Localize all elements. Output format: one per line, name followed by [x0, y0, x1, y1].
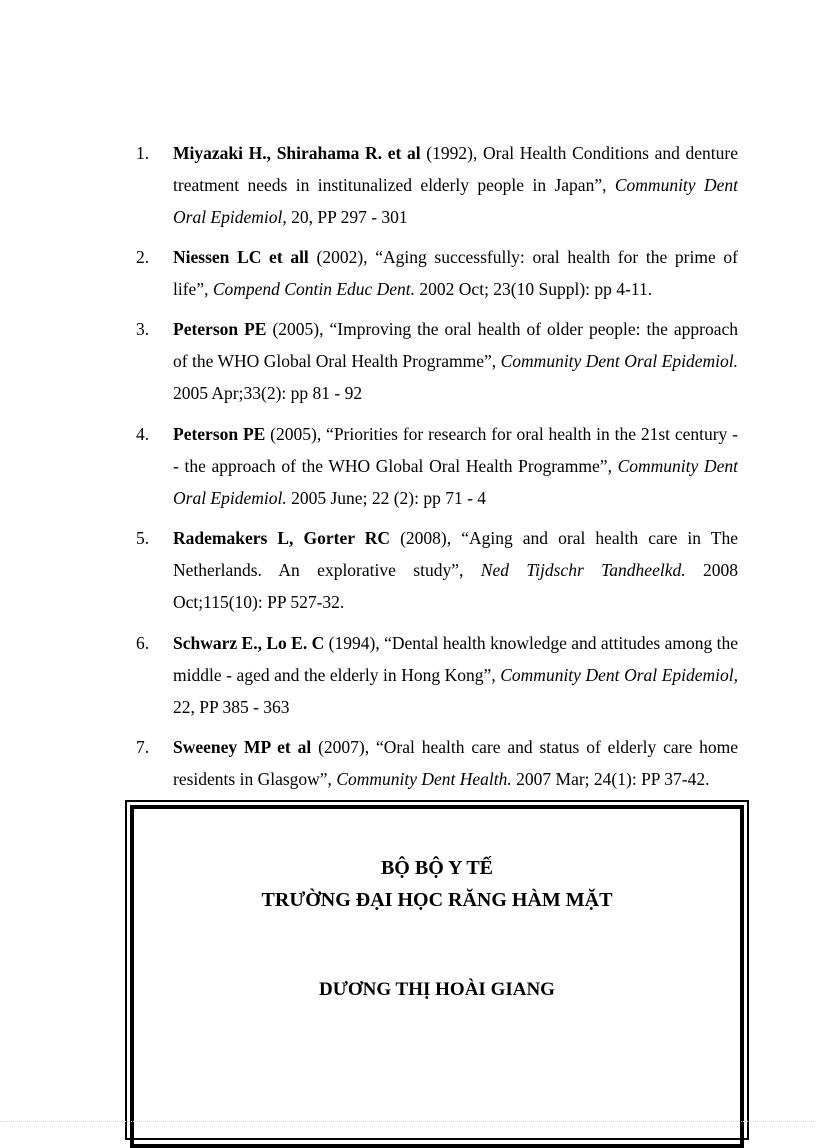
reference-item — [136, 137, 738, 241]
reference-text: (2002), “Aging successfully: oral health for the prime of life”, — [173, 247, 738, 299]
reference-details: 2002 Oct; 23(10 Suppl): pp 4-11. — [415, 279, 653, 299]
reference-item — [136, 627, 738, 731]
thesis-cover-frame — [125, 800, 749, 1140]
reference-item — [136, 522, 738, 627]
reference-text: (1994), “Dental health knowledge and attitudes among the middle - aged and the elderly in Hong Kong”, — [173, 633, 739, 685]
reference-details: 20, PP 297 - 301 — [286, 207, 408, 227]
reference-number: 2. — [136, 247, 150, 267]
reference-number: 6. — [136, 633, 150, 653]
thesis-cover-inner-border — [130, 805, 744, 1148]
reference-journal: Compend Contin Educ Dent. — [212, 279, 416, 299]
author-name: DƯƠNG THỊ HOÀI GIANG — [319, 979, 555, 1000]
reference-journal: Community Dent Health. — [336, 769, 512, 789]
reference-text: (2008), “Aging and oral health care in The Netherlands. An explorative study”, — [173, 528, 738, 580]
reference-text: (2005), “Priorities for research for oral health in the 21st century - - the approach of the WHO Global Oral Health Programme”, — [173, 424, 738, 476]
reference-number: 4. — [136, 424, 150, 444]
reference-details: 22, PP 385 - 363 — [173, 697, 290, 717]
reference-item — [136, 731, 738, 803]
ministry-heading: BỘ BỘ Y TẾ — [380, 857, 494, 879]
reference-item — [136, 313, 738, 418]
reference-journal: Community Dent Oral Epidemiol, — [173, 175, 738, 227]
reference-details: 2008 Oct;115(10): PP 527-32. — [173, 560, 739, 612]
reference-number: 1. — [136, 143, 150, 163]
reference-number: 3. — [136, 319, 150, 339]
reference-list — [136, 137, 738, 803]
reference-item — [136, 418, 738, 522]
reference-authors: Sweeney MP et al — [173, 737, 312, 757]
reference-text: (1992), Oral Health Conditions and denture treatment needs in institunalized elderly people in Japan”, — [173, 143, 738, 195]
reference-authors: Rademakers L, Gorter RC — [173, 528, 391, 548]
reference-text: (2005), “Improving the oral health of older people: the approach of the WHO Global Oral Health Programme”, — [173, 319, 738, 371]
reference-journal: Ned Tijdschr Tandheelkd. — [480, 560, 686, 580]
university-heading: TRƯỜNG ĐẠI HỌC RĂNG HÀM MẶT — [261, 889, 613, 911]
page-bottom-divider — [0, 1121, 816, 1122]
reference-text: (2007), “Oral health care and status of elderly care home residents in Glasgow”, — [173, 737, 738, 789]
reference-authors: Peterson PE — [173, 424, 266, 444]
reference-authors: Miyazaki H., Shirahama R. et al — [173, 143, 421, 163]
reference-item — [136, 241, 738, 313]
reference-details: 2005 Apr;33(2): pp 81 - 92 — [173, 383, 363, 403]
reference-authors: Schwarz E., Lo E. C — [173, 633, 325, 653]
reference-details: 2005 June; 22 (2): pp 71 - 4 — [286, 488, 487, 508]
reference-number: 5. — [136, 528, 150, 548]
reference-authors: Peterson PE — [173, 319, 267, 339]
reference-number: 7. — [136, 737, 150, 757]
reference-authors: Niessen LC et all — [173, 247, 309, 267]
reference-journal: Community Dent Oral Epidemiol. — [500, 351, 738, 371]
reference-details: 2007 Mar; 24(1): PP 37-42. — [511, 769, 710, 789]
reference-journal: Community Dent Oral Epidemiol. — [173, 456, 738, 508]
reference-journal: Community Dent Oral Epidemiol, — [500, 665, 738, 685]
